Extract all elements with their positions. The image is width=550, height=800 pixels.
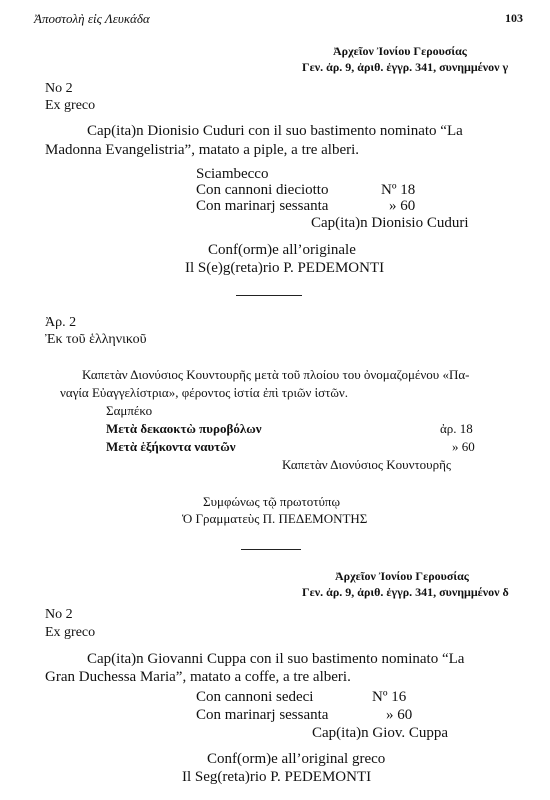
body-line: Gran Duchessa Maria”, matato a coffe, a tre alberi. (45, 669, 351, 685)
inventory-label: Con cannoni sedeci (196, 689, 314, 705)
body-line: ναγία Εὐαγγελίστρια», φέροντος ἱστία ἐπὶ τριῶν ἱστῶν. (60, 385, 349, 400)
conformity-note: Conf(orm)e all’originale (208, 242, 356, 258)
secretary-line: Il Seg(reta)rio P. PEDEMONTI (182, 769, 372, 785)
inventory-label: Con cannoni dieciotto (196, 182, 329, 198)
secretary-line: Ὁ Γραμματεὺς Π. ΠΕΔΕΜΟΝΤΗΣ (182, 511, 368, 526)
inventory-label: Con marinarj sessanta (196, 707, 329, 723)
document-number: No 2 (45, 81, 73, 96)
section-divider (236, 295, 302, 296)
signature: Καπετὰν Διονύσιος Κουντουρῆς (282, 457, 452, 472)
body-line: Cap(ita)n Giovanni Cuppa con il suo bastimento nominato “La (87, 651, 465, 667)
inventory-value: Nº 18 (381, 182, 416, 198)
page-number: 103 (505, 11, 523, 25)
conformity-note: Συμφώνως τῷ πρωτοτύπῳ (203, 494, 341, 509)
signature: Cap(ita)n Giov. Cuppa (312, 725, 449, 741)
running-title: Ἀποστολὴ εἰς Λευκάδα (34, 11, 150, 26)
inventory-value: » 60 (389, 198, 416, 214)
archive-source-line: Ἀρχεῖον Ἰονίου Γερουσίας (333, 44, 467, 58)
inventory-label: Μετὰ δεκαοκτὼ πυροβόλων (106, 421, 262, 436)
archive-reference-line: Γεν. ἀρ. 9, ἀριθ. ἐγγρ. 341, συνημμένον δ (302, 585, 509, 599)
document-number: No 2 (45, 607, 73, 622)
body-line: Cap(ita)n Dionisio Cuduri con il suo bastimento nominato “La (87, 123, 463, 139)
document-language-note: Ex greco (45, 625, 96, 640)
secretary-line: Il S(e)g(reta)rio P. PEDEMONTI (185, 260, 385, 276)
inventory-label: Μετὰ ἑξήκοντα ναυτῶν (106, 439, 236, 454)
inventory-value: » 60 (386, 707, 413, 723)
document-language-note: Ex greco (45, 98, 96, 113)
section-divider (241, 549, 301, 550)
inventory-label: Con marinarj sessanta (196, 198, 329, 214)
ship-type: Σαμπέκο (106, 403, 153, 418)
inventory-value: Nº 16 (372, 689, 407, 705)
archive-reference-line: Γεν. ἀρ. 9, ἀριθ. ἐγγρ. 341, συνημμένον γ (302, 60, 509, 74)
body-line: Madonna Evangelistria”, matato a piple, a tre alberi. (45, 142, 360, 158)
document-number: Ἀρ. 2 (45, 315, 77, 330)
inventory-value: » 60 (452, 439, 475, 454)
archive-source-line: Ἀρχεῖον Ἰονίου Γερουσίας (335, 569, 469, 583)
signature: Cap(ita)n Dionisio Cuduri (311, 215, 469, 231)
conformity-note: Conf(orm)e all’original greco (207, 751, 386, 767)
inventory-value: ἀρ. 18 (440, 421, 473, 436)
body-line: Καπετὰν Διονύσιος Κουντουρῆς μετὰ τοῦ πλοίου του ὀνομαζομένου «Πα- (82, 367, 470, 382)
ship-type: Sciambecco (196, 166, 269, 182)
document-language-note: Ἐκ τοῦ ἑλληνικοῦ (45, 332, 147, 347)
